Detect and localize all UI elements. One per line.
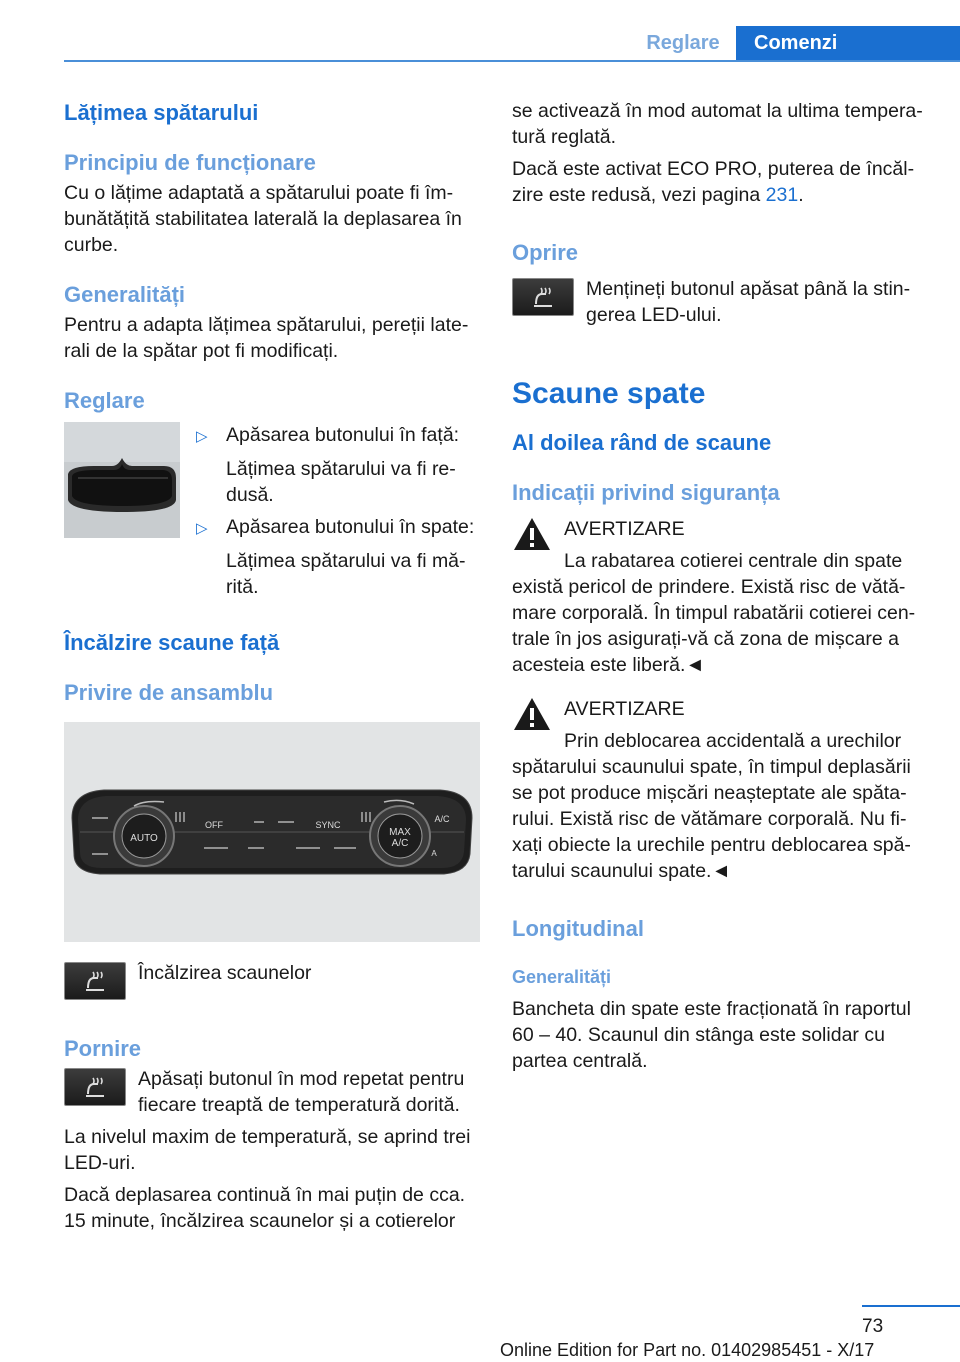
seat-heating-button[interactable] xyxy=(64,962,126,1000)
heading-generalitati: Generalități xyxy=(64,282,186,307)
warning-1-title: AVERTIZARE xyxy=(564,518,685,540)
warning-2-row xyxy=(512,696,930,754)
sync-label: SYNC xyxy=(315,820,341,830)
seat-heating-button[interactable] xyxy=(512,278,574,316)
warning-1-row xyxy=(512,516,930,574)
eco-pro-text: Dacă este activat ECO PRO, puterea de încăl‐zire este redusă, vezi pagina xyxy=(512,158,915,206)
eco-pro-end: . xyxy=(798,184,804,206)
list-item xyxy=(196,422,480,450)
paragraph-continuare: se activează în mod automat la ultima tempera‐tură reglată. xyxy=(512,100,923,148)
heading-incalzire-scaune: Încălzire scaune față xyxy=(64,630,280,655)
heading-longitudinal: Longitudinal xyxy=(512,916,644,941)
warning-1-head xyxy=(564,516,902,574)
page-number: 73 xyxy=(862,1316,884,1337)
heading-indicatii-siguranta: Indicații privind siguranța xyxy=(512,480,780,505)
climate-panel-image xyxy=(64,722,480,942)
pornire-row xyxy=(64,1066,480,1118)
bullet-apasare-spate-detail: Lățimea spătarului va fi mă‐rită. xyxy=(226,550,466,598)
max-label: MAX xyxy=(389,827,411,838)
heading-generalitati-2: Generalități xyxy=(512,967,612,987)
paragraph-principiu: Cu o lățime adaptată a spătarului poate fi îm‐bunătățită stabilitatea laterală la deplasarea în curbe. xyxy=(64,182,462,256)
heading-privire: Privire de ansamblu xyxy=(64,680,274,705)
warning-1-first-line: La rabatarea cotierei centrale din spate xyxy=(564,550,903,572)
icon-caption-row xyxy=(64,960,480,1000)
auto-mode-label: A xyxy=(431,849,437,858)
right-column xyxy=(512,98,930,1074)
bullet-apasare-spate: Apăsarea butonului în spate: xyxy=(226,516,475,538)
climate-panel-illustration xyxy=(64,722,480,942)
reglare-block xyxy=(64,422,480,600)
warning-triangle-icon xyxy=(512,696,552,732)
reglare-list xyxy=(196,422,480,600)
off-label: OFF xyxy=(205,820,223,830)
bullet-triangle: ▷ xyxy=(196,520,208,537)
seat-heating-icon xyxy=(528,284,558,310)
ac-label: A/C xyxy=(391,838,409,849)
header-tab-reglare[interactable]: Reglare xyxy=(646,32,720,54)
paragraph-bancheta: Bancheta din spate este fracționată în raportul 60 – 40. Scaunul din stânga este solidar cu partea centrală. xyxy=(512,998,911,1072)
paragraph-pornire: Apăsați butonul în mod repetat pentru fiecare treaptă de temperatură dorită. xyxy=(138,1068,465,1116)
left-column xyxy=(64,98,480,1234)
warning-2-head xyxy=(564,696,901,754)
list-item xyxy=(196,514,480,542)
paragraph-deplasare: Dacă deplasarea continuă în mai puțin de cca. 15 minute, încălzirea scaunelor și a cotierelor xyxy=(64,1184,466,1232)
auto-label: AUTO xyxy=(130,833,158,844)
backrest-width-button-image xyxy=(64,422,180,538)
bullet-triangle: ▷ xyxy=(196,428,208,445)
bullet-apasare-fata: Apăsarea butonului în față: xyxy=(226,424,460,446)
heading-oprire: Oprire xyxy=(512,240,579,265)
edition-note: Online Edition for Part no. 01402985451 - X/17 xyxy=(500,1340,875,1360)
heading-al-doilea-rand: Al doilea rând de scaune xyxy=(512,430,772,455)
warning-2-title: AVERTIZARE xyxy=(564,698,685,720)
header-rule xyxy=(64,60,960,62)
seat-heating-icon xyxy=(80,1074,110,1100)
warning-triangle-icon xyxy=(512,516,552,552)
heading-principiu: Principiu de funcționare xyxy=(64,150,316,175)
heading-pornire: Pornire xyxy=(64,1036,142,1061)
paragraph-nivel-maxim: La nivelul maxim de temperatură, se aprind trei LED-uri. xyxy=(64,1126,471,1174)
warning-2-text: spătarului scaunului spate, în timpul deplasării se pot produce mișcări neașteptate ale spăta‐rului. Există risc de vătămare corporală. Nu fi‐xați obiecte la urechile pentru deblocarea spă‐tarului scaunului spate.◄ xyxy=(512,756,911,882)
paragraph-eco-pro xyxy=(512,156,930,208)
seat-heating-icon xyxy=(80,968,110,994)
backrest-width-button-icon xyxy=(64,422,180,538)
header-tab-comenzi[interactable]: Comenzi xyxy=(736,26,960,62)
footer-rule xyxy=(862,1305,960,1307)
warning-1-text: există pericol de prindere. Există risc de vătă‐mare corporală. În timpul rabatării cotierei cen‐trale în jos asigurați-vă că zona de mișcare a acesteia este liberă.◄ xyxy=(512,576,916,676)
heading-scaune-spate: Scaune spate xyxy=(512,377,706,410)
heading-latime-spatarului: Lățimea spătarului xyxy=(64,100,259,125)
bullet-apasare-fata-detail: Lățimea spătarului va fi re‐dusă. xyxy=(226,458,456,506)
page-link-231[interactable]: 231 xyxy=(765,184,799,206)
paragraph-generalitati: Pentru a adapta lățimea spătarului, pereții late‐rali de la spătar pot fi modificați. xyxy=(64,314,469,362)
seat-heating-button[interactable] xyxy=(64,1068,126,1106)
heading-reglare: Reglare xyxy=(64,388,145,413)
warning-2-first-line: Prin deblocarea accidentală a urechilor xyxy=(564,730,902,752)
oprire-row xyxy=(512,276,930,328)
seat-heating-caption: Încălzirea scaunelor xyxy=(138,962,312,984)
paragraph-oprire: Mențineți butonul apăsat până la stin‐gerea LED-ului. xyxy=(586,278,911,326)
ac-small-label: A/C xyxy=(434,814,450,824)
